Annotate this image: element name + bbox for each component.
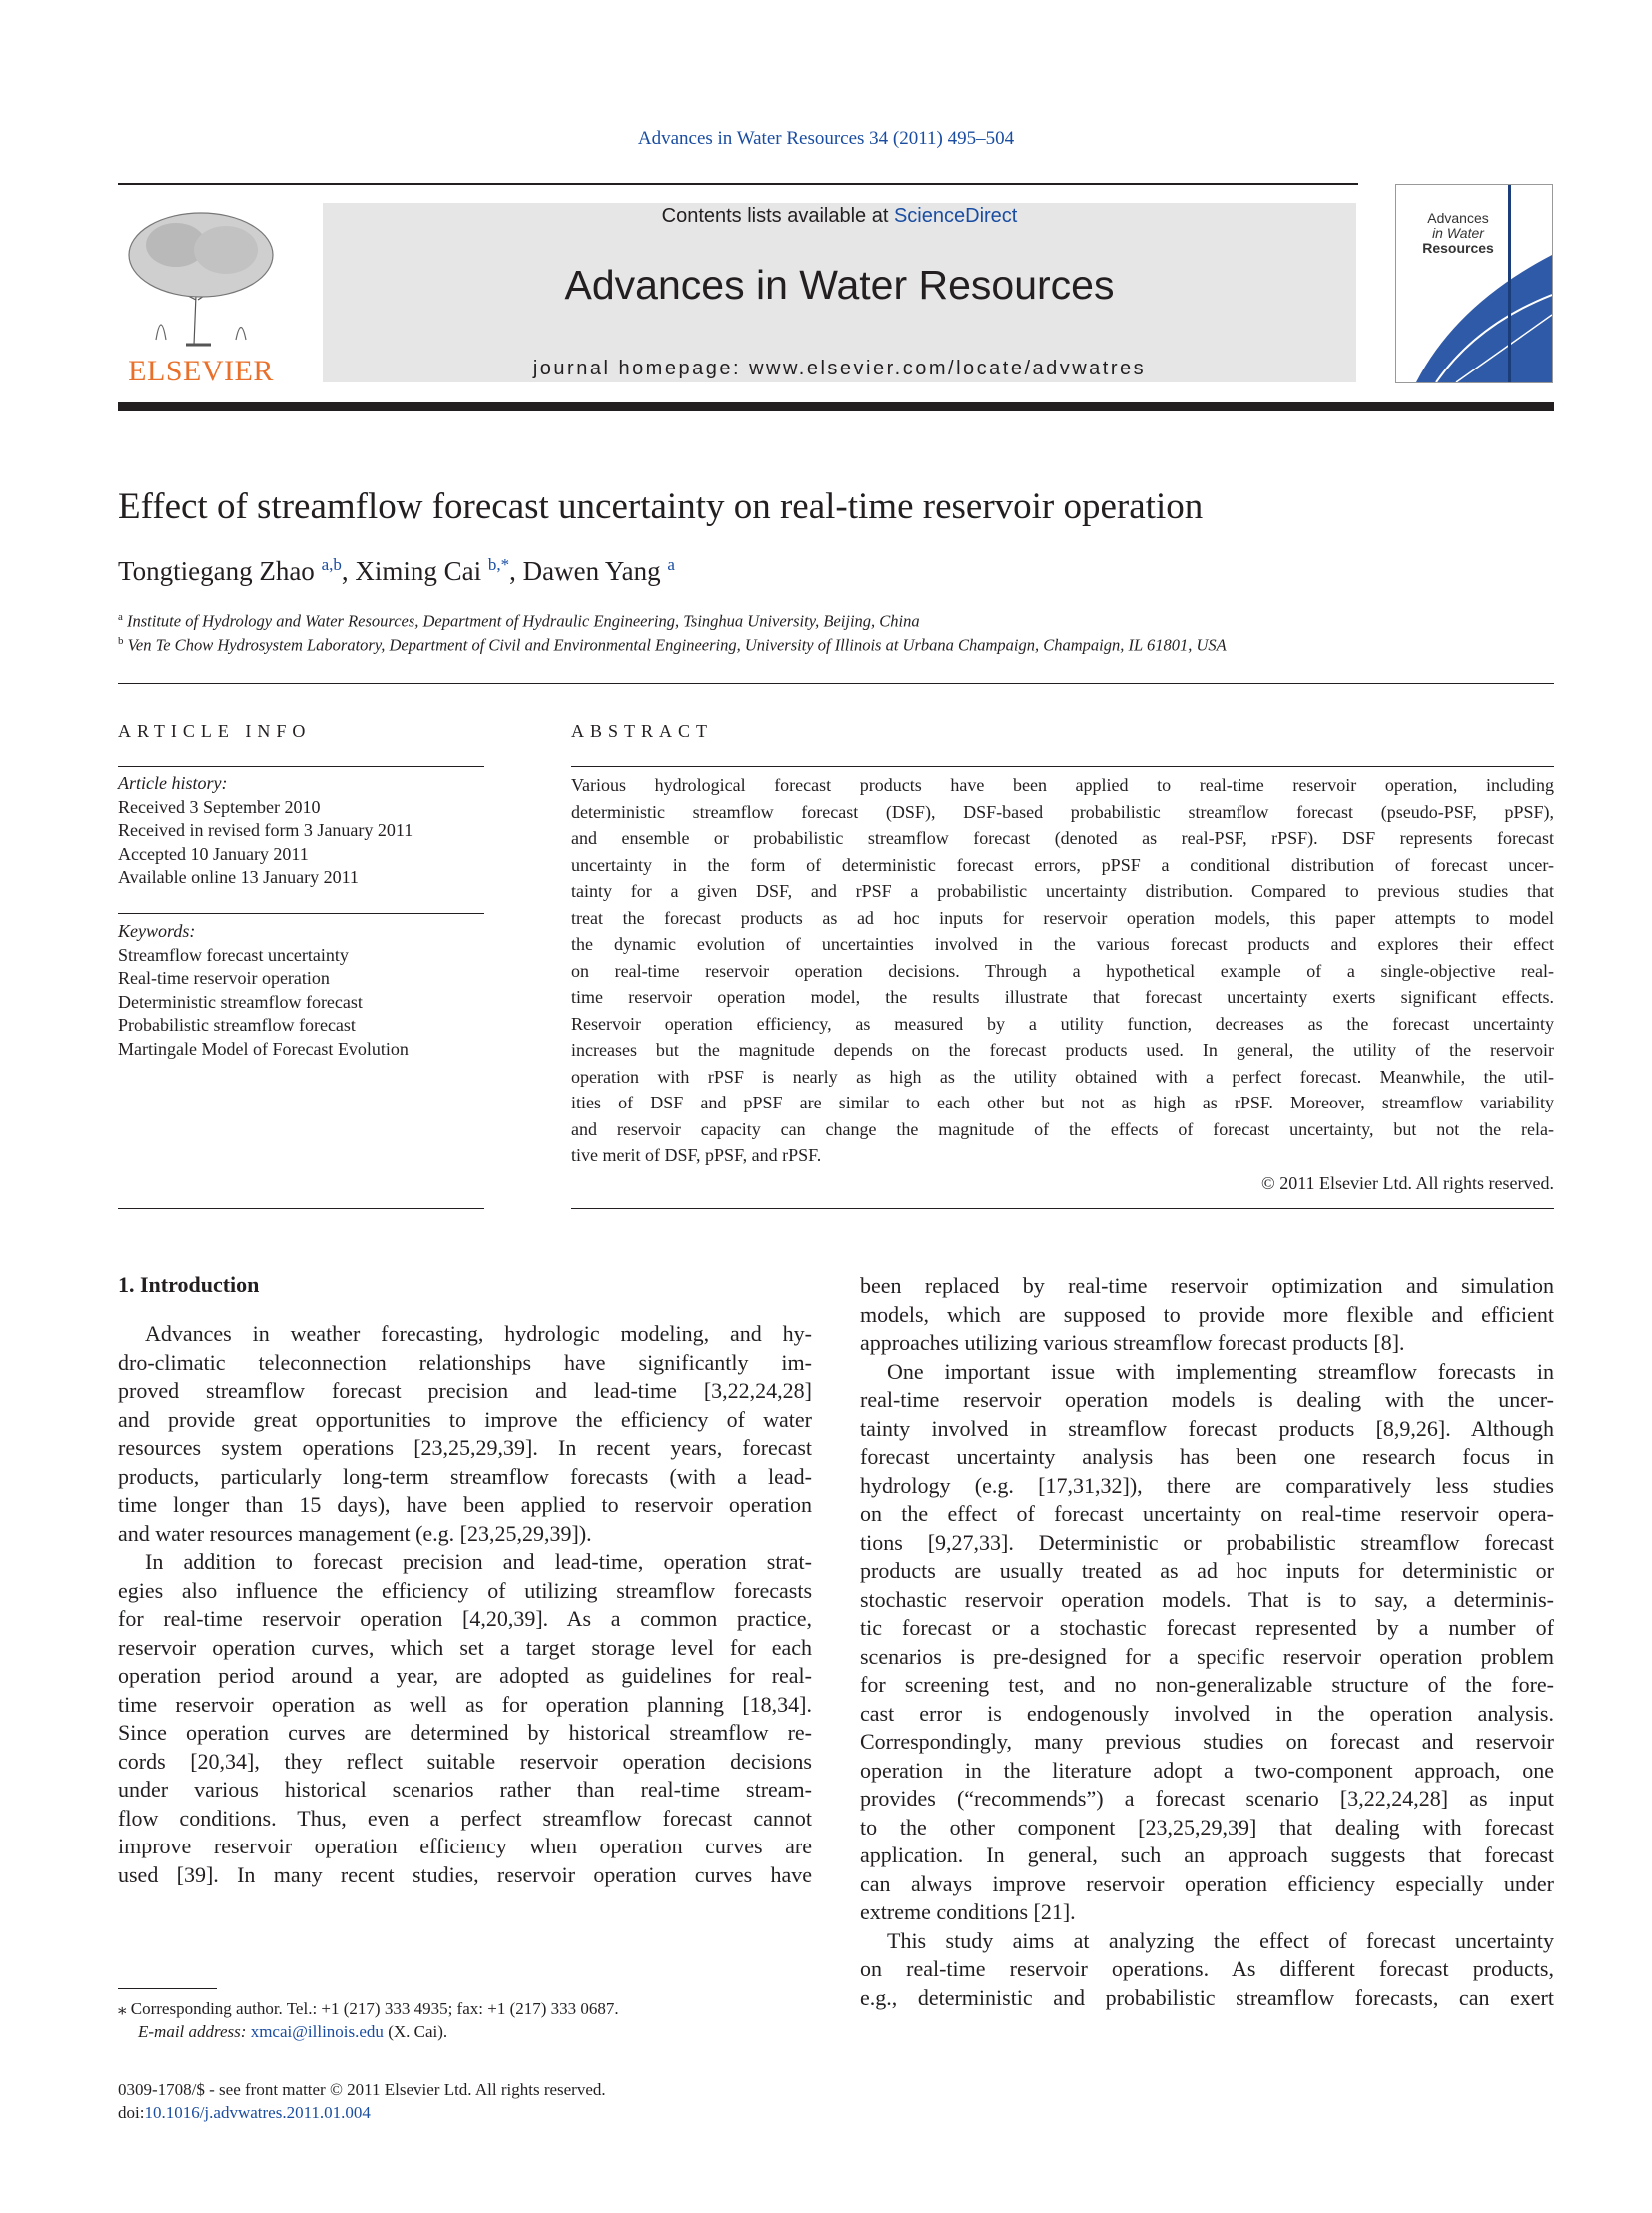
affiliation-marker: b [118, 635, 124, 647]
body-line: real-time reservoir operation models is dealing with the uncer- [860, 1387, 1554, 1412]
body-line: operation in the literature adopt a two-component approach, one [860, 1757, 1554, 1783]
body-line: reservoir operation curves, which set a target storage level for each [118, 1634, 812, 1660]
abstract-line: deterministic streamflow forecast (DSF), DSF-based probabilistic streamflow forecast (pseudo-PSF, pPSF), [571, 801, 1554, 822]
body-line: Since operation curves are determined by historical streamflow re- [118, 1720, 812, 1745]
abstract-line: treat the forecast products as ad hoc inputs for reservoir operation models, this paper attempts to model [571, 907, 1554, 928]
body-line: provides (“recommends”) a forecast scenario [3,22,24,28] as input [860, 1786, 1554, 1811]
article-info-rule [118, 766, 484, 767]
keywords [118, 920, 484, 1061]
body-line: models, which are supposed to provide more flexible and efficient [860, 1301, 1554, 1327]
cover-title-line-2: in Water [1432, 225, 1484, 241]
body-line: time longer than 15 days), have been applied to reservoir operation [118, 1492, 812, 1517]
cover-title-line-3: Resources [1422, 240, 1494, 256]
homepage-prefix: journal homepage: [532, 358, 750, 379]
email-link[interactable]: xmcai@illinois.edu [250, 2022, 384, 2041]
body-line: resources system operations [23,25,29,39]. In recent years, forecast [118, 1435, 812, 1460]
email-label: E-mail address: [138, 2022, 251, 2041]
body-line: products, particularly long-term streamflow forecasts (with a lead- [118, 1463, 812, 1489]
body-line: approaches utilizing various streamflow forecast products [8]. [860, 1330, 1405, 1355]
body-line: can always improve reservoir operation efficiency especially under [860, 1870, 1554, 1896]
author-name: Ximing Cai [355, 556, 482, 586]
doi-line [118, 2101, 371, 2124]
journal-cover-image [1395, 184, 1553, 383]
body-line: and water resources management (e.g. [23,25,29,39]). [118, 1520, 592, 1546]
abstract-text [571, 772, 1554, 1169]
abstract-line: tive merit of DSF, pPSF, and rPSF. [571, 1145, 822, 1165]
abstract-rule [571, 766, 1554, 767]
abstract-line: and ensemble or probabilistic streamflow forecast (denoted as real-PSF, rPSF). DSF represents forecast [571, 828, 1554, 848]
body-line: dro-climatic teleconnection relationships have significantly im- [118, 1349, 812, 1375]
header-thick-rule [118, 402, 1554, 411]
article-history [118, 772, 484, 890]
homepage-url[interactable]: www.elsevier.com/locate/advwatres [749, 358, 1147, 379]
body-line: to the other component [23,25,29,39] that dealing with forecast [860, 1814, 1554, 1840]
keyword-item[interactable]: Probabilistic streamflow forecast [118, 1015, 356, 1035]
abstract-copyright: © 2011 Elsevier Ltd. All rights reserved. [1261, 1173, 1554, 1193]
article-info-rule [118, 913, 484, 914]
article-title: Effect of streamflow forecast uncertainty on real-time reservoir operation [118, 486, 1204, 527]
doi-label: doi: [118, 2103, 145, 2122]
body-line: time reservoir operation as well as for operation planning [18,34]. [118, 1691, 812, 1717]
body-line: application. In general, such an approach suggests that forecast [860, 1843, 1554, 1867]
abstract-line: and reservoir capacity can change the magnitude of the effects of forecast uncertainty, but not the rela- [571, 1118, 1554, 1139]
author-affiliation-marker[interactable]: b,* [487, 555, 510, 574]
body-line: under various historical scenarios rather than real-time stream- [118, 1777, 812, 1802]
body-line: egies also influence the efficiency of utilizing streamflow forecasts [118, 1577, 812, 1603]
abstract-rule [571, 1208, 1554, 1209]
abstract-line: operation with rPSF is nearly as high as the utility obtained with a perfect forecast. Meanwhile, the util- [571, 1066, 1554, 1087]
body-line: extreme conditions [21]. [860, 1899, 1076, 1924]
body-line: hydrology (e.g. [17,31,32]), there are comparatively less studies [860, 1472, 1554, 1498]
abstract-line: increases but the magnitude depends on the forecast products used. In general, the utility of the reservoir [571, 1040, 1554, 1060]
article-info-heading: ARTICLE INFO [118, 721, 312, 741]
intro-heading: 1. Introduction [118, 1272, 260, 1297]
keyword-item[interactable]: Real-time reservoir operation [118, 968, 330, 988]
author-name: Tongtiegang Zhao [118, 556, 315, 586]
journal-title: Advances in Water Resources [564, 262, 1115, 308]
abstract-line: time reservoir operation model, the results illustrate that forecast uncertainty exerts significant effects. [571, 987, 1554, 1007]
abstract-line: tainty for a given DSF, and rPSF a probabilistic uncertainty distribution. Compared to previous studies that [571, 881, 1554, 901]
abstract-line: on real-time reservoir operation decisions. Through a hypothetical example of a single-objective real- [571, 960, 1554, 981]
body-line: cast error is endogenously involved in the operation analysis. [860, 1700, 1554, 1726]
history-label: Article history: [118, 773, 228, 793]
abstract-line: ities of DSF and pPSF are similar to each other but not as high as rPSF. Moreover, streamflow variability [571, 1093, 1554, 1112]
author-affiliation-marker[interactable]: a,b [321, 555, 342, 574]
body-line: In addition to forecast precision and lead-time, operation strat- [145, 1549, 812, 1574]
body-line: forecast uncertainty analysis has been one research focus in [860, 1444, 1554, 1469]
intro-left-column [118, 1320, 812, 1889]
abstract-line: Reservoir operation efficiency, as measured by a utility function, decreases as the forecast uncertainty [571, 1013, 1554, 1034]
email-note [138, 2020, 447, 2043]
cover-title-line-1: Advances [1427, 210, 1489, 226]
corresponding-author-note: ⁎ Corresponding author. Tel.: +1 (217) 333 4935; fax: +1 (217) 333 0687. [118, 1999, 619, 2018]
body-line: Advances in weather forecasting, hydrologic modeling, and hy- [145, 1321, 812, 1346]
header-rule [118, 183, 1358, 185]
body-line: cords [20,34], they reflect suitable reservoir operation decisions [118, 1748, 812, 1774]
body-line: flow conditions. Thus, even a perfect streamflow forecast cannot [118, 1805, 812, 1831]
issn-line: 0309-1708/$ - see front matter © 2011 Elsevier Ltd. All rights reserved. [118, 2080, 606, 2099]
body-line: tions [9,27,33]. Deterministic or probabilistic streamflow forecast [860, 1529, 1554, 1555]
body-line: operation period around a year, are adopted as guidelines for real- [118, 1663, 812, 1688]
intro-right-column [860, 1272, 1554, 2012]
body-line: This study aims at analyzing the effect of forecast uncertainty [887, 1927, 1554, 1953]
history-item: Received 3 September 2010 [118, 796, 321, 817]
keyword-item[interactable]: Deterministic streamflow forecast [118, 991, 363, 1012]
body-line: for real-time reservoir operation [4,20,39]. As a common practice, [118, 1606, 812, 1631]
history-item: Available online 13 January 2011 [118, 867, 359, 887]
author-list: Tongtiegang Zhao $^{a,b}$, Ximing Cai $^{b,*}$, Dawen Yang $^a$ [118, 555, 675, 586]
body-line: Correspondingly, many previous studies on forecast and reservoir [860, 1729, 1554, 1754]
body-line: tic forecast or a stochastic forecast represented by a number of [860, 1615, 1554, 1640]
article-info-rule [118, 1208, 484, 1209]
affiliation [118, 611, 920, 632]
abstract-line: uncertainty in the form of deterministic forecast errors, pPSF a conditional distribution of forecast uncer- [571, 854, 1554, 875]
affiliation-text: Ven Te Chow Hydrosystem Laboratory, Department of Civil and Environmental Engineering, University of Illinois at Urbana Champaign, Champaign, IL 61801, USA [127, 635, 1227, 655]
doi-link[interactable]: 10.1016/j.advwatres.2011.01.004 [144, 2103, 371, 2122]
body-line: on the effect of forecast uncertainty on real-time reservoir opera- [860, 1501, 1554, 1526]
keyword-item[interactable]: Streamflow forecast uncertainty [118, 944, 349, 965]
affiliation [118, 635, 1227, 656]
contents-line [323, 205, 1356, 228]
body-line: One important issue with implementing streamflow forecasts in [887, 1358, 1554, 1384]
affiliation-text: Institute of Hydrology and Water Resources, Department of Hydraulic Engineering, Tsinghua University, Beijing, China [127, 611, 920, 631]
author-name: Dawen Yang [522, 556, 661, 586]
email-suffix: (X. Cai). [383, 2022, 448, 2041]
affiliation-marker: a [118, 611, 123, 623]
body-line: been replaced by real-time reservoir optimization and simulation [860, 1273, 1554, 1298]
body-line: tainty involved in streamflow forecast products [8,9,26]. Although [860, 1415, 1554, 1441]
body-line: products are usually treated as ad hoc inputs for deterministic or [860, 1558, 1554, 1583]
history-item: Received in revised form 3 January 2011 [118, 820, 413, 840]
history-item: Accepted 10 January 2011 [118, 843, 309, 864]
abstract-line: Various hydrological forecast products have been applied to real-time reservoir operation, including [571, 775, 1554, 795]
keyword-item[interactable]: Martingale Model of Forecast Evolution [118, 1038, 409, 1059]
journal-homepage [323, 358, 1356, 380]
footnote-rule [118, 1988, 217, 1989]
body-line: proved streamflow forecast precision and lead-time [3,22,24,28] [118, 1378, 812, 1403]
body-line: on real-time reservoir operations. As different forecast products, [860, 1956, 1554, 1981]
abstract-line: the dynamic evolution of uncertainties involved in the various forecast products and explores their effect [571, 934, 1554, 954]
body-line: used [39]. In many recent studies, reservoir operation curves have [118, 1861, 812, 1887]
body-line: stochastic reservoir operation models. That is to say, a determinis- [860, 1586, 1554, 1612]
author-affiliation-marker[interactable]: a [667, 555, 675, 574]
abstract-heading: ABSTRACT [571, 721, 714, 741]
contents-prefix: Contents lists available at [661, 205, 894, 227]
body-line: e.g., deterministic and probabilistic streamflow forecasts, can exert [860, 1984, 1554, 2010]
keywords-label: Keywords: [118, 921, 196, 941]
body-line: and provide great opportunities to improve the efficiency of water [118, 1406, 812, 1432]
section-rule [118, 683, 1554, 684]
body-line: improve reservoir operation efficiency when operation curves are [118, 1834, 812, 1858]
elsevier-wordmark: ELSEVIER [128, 355, 274, 387]
sciencedirect-link[interactable]: ScienceDirect [893, 205, 1018, 227]
body-line: for screening test, and no non-generalizable structure of the fore- [860, 1672, 1554, 1697]
journal-reference[interactable]: Advances in Water Resources 34 (2011) 495–504 [637, 128, 1015, 149]
body-line: scenarios is pre-designed for a specific reservoir operation problem [860, 1643, 1554, 1669]
